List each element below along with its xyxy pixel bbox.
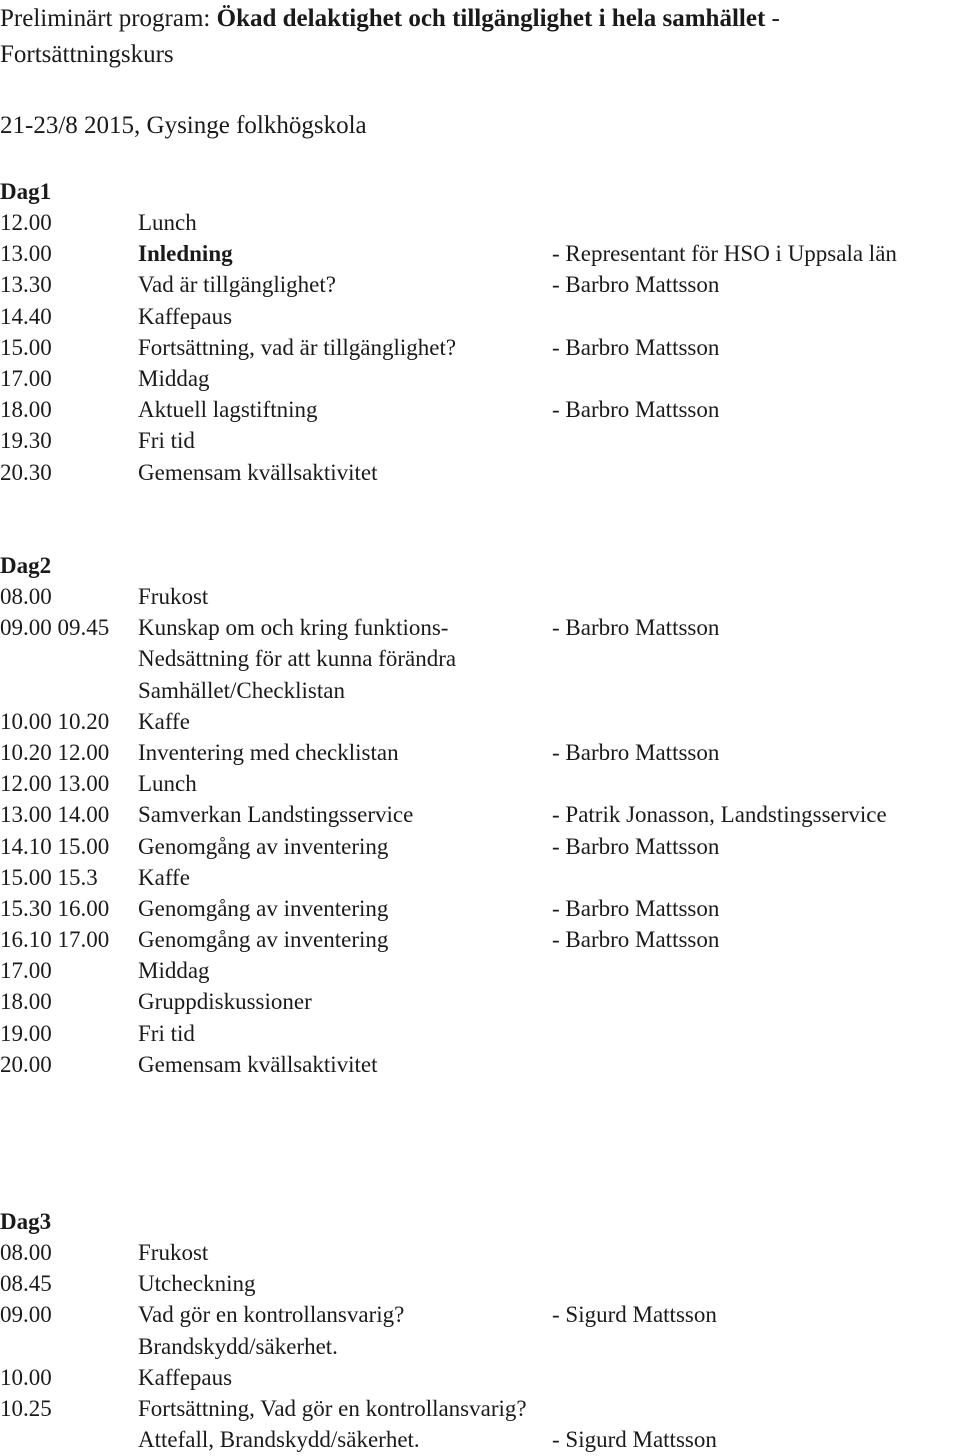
page-subtitle: 21-23/8 2015, Gysinge folkhögskola <box>0 112 367 139</box>
schedule-activity: Frukost <box>138 584 209 609</box>
schedule-row <box>0 893 960 924</box>
schedule-row <box>0 238 960 269</box>
schedule-row <box>0 737 960 768</box>
schedule-time: 09.00 09.45 <box>0 615 110 641</box>
schedule-time: 17.00 <box>0 365 52 391</box>
schedule-activity: Fri tid <box>138 428 195 454</box>
schedule-activity: Gemensam kvällsaktivitet <box>138 459 378 485</box>
day-2-section <box>0 550 960 1080</box>
schedule-row <box>0 1299 960 1330</box>
schedule-time: 12.00 13.00 <box>0 771 110 797</box>
schedule-time: 13.00 14.00 <box>0 802 110 828</box>
schedule-activity: Genomgång av inventering <box>138 833 389 859</box>
day-title: Dag2 <box>0 553 52 578</box>
schedule-row <box>0 706 960 737</box>
schedule-activity: Middag <box>138 365 210 391</box>
schedule-time: 15.00 <box>0 334 52 360</box>
schedule-activity: Attefall, Brandskydd/säkerhet. <box>138 1427 420 1453</box>
schedule-time: 19.30 <box>0 428 52 454</box>
title-prefix: Preliminärt program: <box>0 5 217 32</box>
schedule-time: 14.40 <box>0 303 52 329</box>
schedule-activity: Genomgång av inventering <box>138 927 389 953</box>
schedule-row <box>0 675 960 706</box>
schedule-time: 14.10 15.00 <box>0 833 110 859</box>
schedule-activity: Gruppdiskussioner <box>138 989 312 1015</box>
schedule-row <box>0 831 960 862</box>
schedule-time: 12.00 <box>0 210 52 235</box>
schedule-time: 08.00 <box>0 584 52 609</box>
schedule-speaker: - Barbro Mattsson <box>552 334 720 360</box>
schedule-row <box>0 363 960 394</box>
schedule-activity: Frukost <box>138 1240 209 1265</box>
schedule-time: 08.00 <box>0 1240 52 1265</box>
schedule-row <box>0 862 960 893</box>
day-title: Dag3 <box>0 1209 52 1234</box>
schedule-time: 19.00 <box>0 1020 52 1046</box>
schedule-row <box>0 986 960 1017</box>
schedule-activity: Kaffepaus <box>138 303 233 329</box>
schedule-row <box>0 1331 960 1362</box>
schedule-time: 13.00 <box>0 241 52 267</box>
schedule-speaker: - Barbro Mattsson <box>552 927 720 953</box>
schedule-activity: Kaffe <box>138 864 190 890</box>
schedule-row <box>0 1393 960 1424</box>
schedule-time: 15.00 15.3 <box>0 864 98 890</box>
schedule-activity: Middag <box>138 958 210 984</box>
schedule-speaker: - Barbro Mattsson <box>552 615 720 641</box>
schedule-row <box>0 1049 960 1080</box>
schedule-time: 09.00 <box>0 1302 52 1328</box>
schedule-speaker: - Representant för HSO i Uppsala län <box>552 241 897 267</box>
schedule-speaker: - Patrik Jonasson, Landstingsservice <box>552 802 887 828</box>
schedule-row <box>0 581 960 612</box>
schedule-row <box>0 457 960 488</box>
schedule-activity: Nedsättning för att kunna förändra <box>138 646 457 672</box>
schedule-activity: Kaffe <box>138 708 190 734</box>
schedule-row <box>0 924 960 955</box>
day-title: Dag1 <box>0 179 52 204</box>
schedule-speaker: - Barbro Mattsson <box>552 739 720 765</box>
schedule-time: 10.25 <box>0 1395 52 1421</box>
schedule-time: 18.00 <box>0 989 52 1015</box>
schedule-activity: Samverkan Landstingsservice <box>138 802 414 828</box>
schedule-activity: Vad gör en kontrollansvarig? <box>138 1302 405 1328</box>
schedule-activity: Gemensam kvällsaktivitet <box>138 1051 378 1077</box>
schedule-row <box>0 1362 960 1393</box>
schedule-time: 10.20 12.00 <box>0 739 110 765</box>
schedule-time: 17.00 <box>0 958 52 984</box>
schedule-row <box>0 955 960 986</box>
title-suffix: - Fortsättningskurs <box>0 5 780 68</box>
schedule-activity: Inledning <box>138 241 233 267</box>
schedule-row <box>0 394 960 425</box>
schedule-row <box>0 768 960 799</box>
schedule-time: 13.30 <box>0 272 52 298</box>
schedule-time: 16.10 17.00 <box>0 927 110 953</box>
title-course-name: Ökad delaktighet och tillgänglighet i hela samhället <box>216 5 766 32</box>
schedule-row <box>0 425 960 456</box>
schedule-row <box>0 1424 960 1455</box>
schedule-speaker: - Sigurd Mattsson <box>552 1427 717 1453</box>
schedule-activity: Fortsättning, Vad gör en kontrollansvarig? <box>138 1395 527 1421</box>
schedule-row <box>0 269 960 300</box>
schedule-time: 10.00 <box>0 1364 52 1390</box>
schedule-row <box>0 1018 960 1049</box>
schedule-speaker: - Barbro Mattsson <box>552 397 720 423</box>
schedule-activity: Vad är tillgänglighet? <box>138 272 336 298</box>
schedule-activity: Lunch <box>138 210 197 235</box>
schedule-row <box>0 1237 960 1268</box>
schedule-activity: Fortsättning, vad är tillgänglighet? <box>138 334 457 360</box>
schedule-row <box>0 301 960 332</box>
schedule-activity: Aktuell lagstiftning <box>138 397 318 423</box>
schedule-activity: Fri tid <box>138 1020 195 1046</box>
schedule-time: 08.45 <box>0 1271 52 1297</box>
schedule-row <box>0 799 960 830</box>
day-3-section <box>0 1206 960 1455</box>
schedule-speaker: - Sigurd Mattsson <box>552 1302 717 1328</box>
schedule-speaker: - Barbro Mattsson <box>552 895 720 921</box>
schedule-time: 20.30 <box>0 459 52 485</box>
schedule-speaker: - Barbro Mattsson <box>552 833 720 859</box>
schedule-activity: Samhället/Checklistan <box>138 677 345 703</box>
schedule-speaker: - Barbro Mattsson <box>552 272 720 298</box>
schedule-activity: Inventering med checklistan <box>138 739 399 765</box>
schedule-row <box>0 1268 960 1299</box>
schedule-row <box>0 332 960 363</box>
schedule-activity: Kaffepaus <box>138 1364 233 1390</box>
schedule-activity: Utcheckning <box>138 1271 256 1297</box>
schedule-row <box>0 643 960 674</box>
schedule-activity: Lunch <box>138 771 197 797</box>
schedule-activity: Brandskydd/säkerhet. <box>138 1333 338 1359</box>
schedule-activity: Genomgång av inventering <box>138 895 389 921</box>
schedule-time: 15.30 16.00 <box>0 895 110 921</box>
schedule-time: 10.00 10.20 <box>0 708 110 734</box>
schedule-row <box>0 612 960 643</box>
schedule-activity: Kunskap om och kring funktions- <box>138 615 449 641</box>
schedule-row <box>0 207 960 238</box>
day-1-section <box>0 176 960 488</box>
schedule-time: 18.00 <box>0 397 52 423</box>
schedule-time: 20.00 <box>0 1051 52 1077</box>
page-title <box>0 1 955 73</box>
